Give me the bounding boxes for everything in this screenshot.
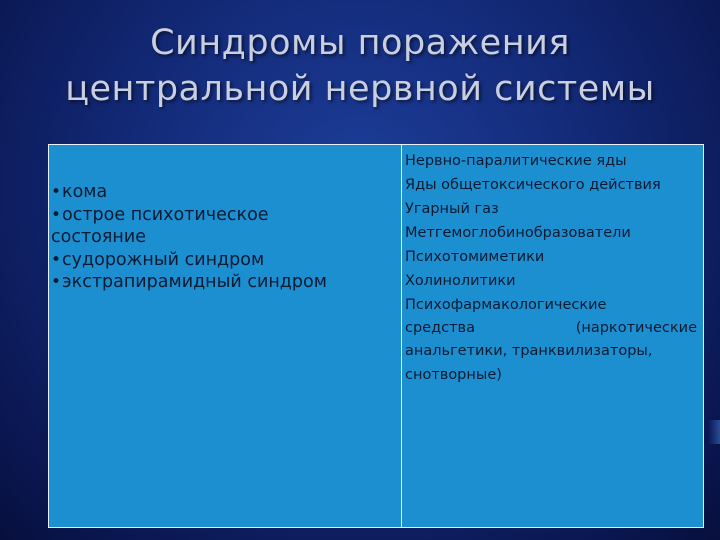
poison-line: Угарный газ bbox=[405, 201, 499, 217]
bullet-icon: • bbox=[51, 204, 62, 225]
list-item-convulsive: •судорожный синдром bbox=[51, 249, 265, 270]
list-item-psychosis: •острое психотическое bbox=[51, 204, 269, 225]
content-table bbox=[48, 144, 704, 528]
title-line-2: центральной нервной системы bbox=[65, 69, 655, 109]
poison-paragraph-tail: снотворные) bbox=[405, 367, 502, 383]
title-line-1: Синдромы поражения bbox=[150, 23, 570, 63]
list-item-coma: •кома bbox=[51, 182, 108, 202]
decorative-edge bbox=[708, 420, 720, 444]
poison-line: Холинолитики bbox=[405, 273, 516, 289]
list-item-extrapyramidal: •экстрапирамидный синдром bbox=[51, 272, 327, 292]
poisons-column bbox=[405, 149, 697, 387]
bullet-icon: • bbox=[51, 249, 62, 270]
bullet-icon: • bbox=[51, 272, 62, 292]
poison-paragraph: средства (наркотические анальгетики, транквилизаторы, bbox=[405, 320, 697, 359]
poison-line: Психотомиметики bbox=[405, 249, 545, 265]
poison-line: Нервно-паралитические яды bbox=[405, 153, 627, 169]
syndromes-column bbox=[49, 181, 389, 294]
poison-line: Метгемоглобинобразователи bbox=[405, 225, 631, 241]
slide-title bbox=[20, 20, 700, 112]
column-divider bbox=[401, 145, 402, 527]
poison-line: Яды общетоксического действия bbox=[405, 177, 661, 193]
poison-line: Психофармакологические bbox=[405, 297, 607, 313]
bullet-icon: • bbox=[51, 182, 62, 202]
list-item-psychosis-cont: состояние bbox=[51, 227, 146, 247]
